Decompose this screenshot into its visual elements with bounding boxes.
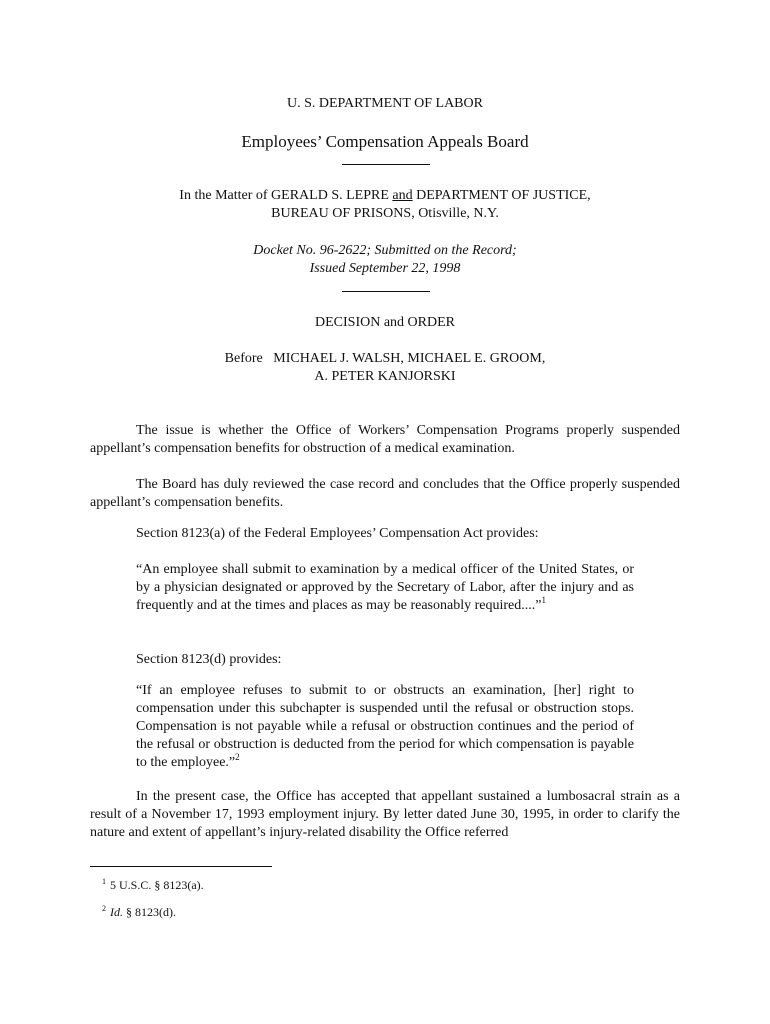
section-a-intro: Section 8123(a) of the Federal Employees’ Compensation Act provides:	[136, 526, 539, 541]
footnote-1: $^1$ 5 U.S.C. § 8123(a).	[102, 877, 204, 892]
before-line-2: A. PETER KANJORSKI	[314, 369, 456, 384]
quote-section-a: “An employee shall submit to examination by a medical officer of the United States, or by a physician designated or approved by the Secretary of Labor, after the injury and as frequently and at the times and places as may be reasonably required....”$^1$	[136, 562, 634, 613]
before-line-1: Before MICHAEL J. WALSH, MICHAEL E. GROOM,	[224, 351, 546, 366]
docket-line-1: Docket No. 96-2622; Submitted on the Record;	[253, 243, 517, 258]
divider	[342, 291, 430, 292]
department-heading: U. S. DEPARTMENT OF LABOR	[287, 96, 483, 111]
matter-line-2: BUREAU OF PRISONS, Otisville, N.Y.	[271, 206, 499, 221]
footnote-divider	[90, 866, 272, 867]
footnote-2: $^2$ Id. § 8123(d).	[102, 904, 176, 919]
footnote-ref-1: 1	[541, 595, 546, 605]
body-paragraph-2: The Board has duly reviewed the case record and concludes that the Office properly suspended appellant’s compensation benefits.	[90, 477, 680, 510]
divider	[342, 164, 430, 165]
decision-title: DECISION and ORDER	[315, 315, 455, 330]
section-d-intro: Section 8123(d) provides:	[136, 652, 282, 667]
matter-line-1: In the Matter of GERALD S. LEPRE and DEPARTMENT OF JUSTICE,	[179, 188, 591, 203]
matter-and: and	[392, 188, 413, 203]
body-paragraph-3: In the present case, the Office has accepted that appellant sustained a lumbosacral strain as a result of a November 17, 1993 employment injury. By letter dated June 30, 1995, in order to clarify the nature and extent of appellant’s injury-related disability the Office referred	[90, 789, 680, 840]
docket-line-2: Issued September 22, 1998	[309, 261, 461, 276]
footnote-ref-2: 2	[235, 752, 240, 762]
quote-section-d: “If an employee refuses to submit to or obstructs an examination, [her] right to compensation under this subchapter is suspended until the refusal or obstruction stops. Compensation is not payable while a refusal or obstruction continues and the period of the refusal or obstruction is deducted from the period for which compensation is payable to the employee.”$^2$	[136, 683, 634, 770]
board-heading: Employees’ Compensation Appeals Board	[241, 132, 529, 151]
body-paragraph-1: The issue is whether the Office of Workers’ Compensation Programs properly suspended appellant’s compensation benefits for obstruction of a medical examination.	[90, 423, 680, 456]
